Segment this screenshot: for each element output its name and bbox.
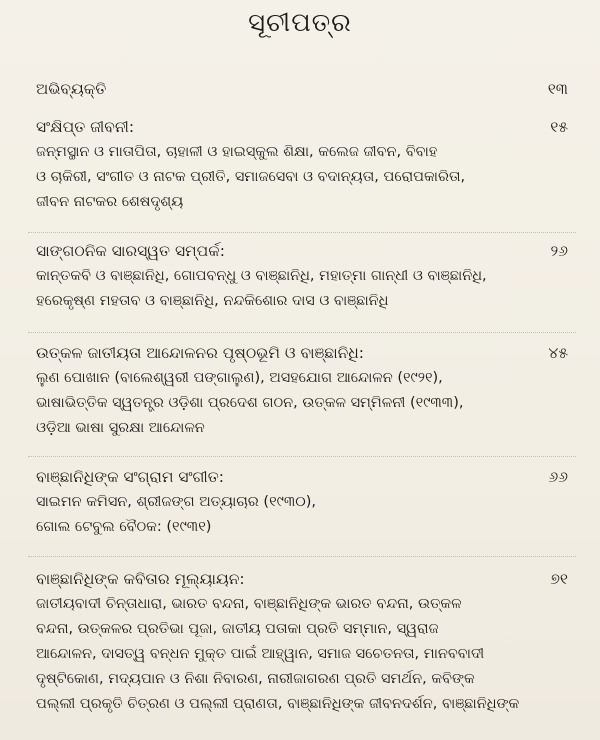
toc-entry-heading: ବାଞ୍ଛାନିଧିଙ୍କ ସଂଗ୍ରାମ ସଂଗୀତ:: [36, 468, 225, 486]
toc-subtopic-line: ଗୋଲ ଟେବୁଲ ବୈଠକ: (୧୯୩୧): [36, 519, 212, 535]
toc-subtopic-line: କାନ୍ତକବି ଓ ବାଞ୍ଛାନିଧି, ଗୋପବନ୍ଧୁ ଓ ବାଞ୍ଛାନିଧି, ମହାତ୍ମା ଗାନ୍ଧୀ ଓ ବାଞ୍ଛାନିଧି,: [36, 268, 487, 284]
toc-entry-heading-row: [36, 114, 568, 140]
toc-entry-heading: ବାଞ୍ଛାନିଧିଙ୍କ କବିତାର ମୂଲ୍ୟାୟନ:: [36, 570, 245, 588]
section-divider: [28, 232, 576, 233]
toc-subtopic-line: ଓ ଚାକିରୀ, ସଂଗୀତ ଓ ନାଟକ ପ୍ରୀତି, ସମାଜସେବା ଓ ବଦାନ୍ୟତା, ପରୋପକାରିତା,: [36, 169, 466, 185]
toc-entry-nationalism-movement: [36, 340, 568, 441]
toc-subtopic-line: ଜାତୀୟବାଦୀ ଚିନ୍ତାଧାରା, ଭାରତ ବନ୍ଦନା, ବାଞ୍ଛାନିଧିଙ୍କ ଭାରତ ବନ୍ଦନା, ଉତ୍କଳ: [36, 596, 462, 612]
toc-entry-heading: ସଂକ୍ଷିପ୍ତ ଜୀବନୀ:: [36, 118, 135, 136]
toc-entry-heading-row: [36, 76, 568, 102]
section-divider: [28, 556, 576, 557]
toc-entry-foreword: [36, 76, 568, 102]
section-divider: [28, 456, 576, 457]
toc-entry-heading-row: [36, 238, 568, 264]
toc-subtopic-line: ବନ୍ଦନା, ଉତ୍କଳର ପ୍ରତିଭା ପୂଜା, ଜାତୀୟ ପତାକା ପ୍ରତି ସମ୍ମାନ, ସ୍ୱରାଜ: [36, 621, 439, 637]
toc-entry-heading: ଉତ୍କଳ ଜାତୀୟତା ଆନ୍ଦୋଳନର ପୃଷ୍ଠଭୂମି ଓ ବାଞ୍ଛାନିଧି:: [36, 344, 365, 362]
toc-entry-subtopics: [36, 490, 568, 540]
toc-subtopic-line: ଲୁଣ ପୋଖାନ (ବାଲେଶ୍ୱରୀ ପଙ୍ଗାଲୁଣ), ଅସହଯୋଗ ଆନ୍ଦୋଳନ (୧୯୨୧),: [36, 370, 443, 386]
toc-subtopic-line: ପଲ୍ଲୀ ପ୍ରକୃତି ଚିତ୍ରଣ ଓ ପଲ୍ଲୀ ପ୍ରାଣତା, ବାଞ୍ଛାନିଧିଙ୍କ ଜୀବନଦର୍ଶନ, ବାଞ୍ଛାନିଧିଙ୍କ: [36, 696, 520, 712]
toc-entry-page-number: ୭୧: [550, 570, 568, 588]
toc-subtopic-line: ଦୃଷ୍ଟିକୋଣ, ମଦ୍ୟପାନ ଓ ନିଶା ନିବାରଣ, ନାରୀଜାଗରଣ ପ୍ରତି ସମର୍ଥନ, କବିଙ୍କ: [36, 671, 475, 687]
toc-subtopic-line: ଓଡ଼ିଆ ଭାଷା ସୁରକ୍ଷା ଆନ୍ଦୋଳନ: [36, 420, 205, 436]
toc-subtopic-line: ଆନ୍ଦୋଳନ, ଦାସତ୍ୱ ବନ୍ଧନ ମୁକ୍ତ ପାଇଁ ଆହ୍ୱାନ, ସମାଜ ସଚେତନତା, ମାନବବାଦୀ: [36, 646, 485, 662]
toc-entry-heading: ସାଙ୍ଗଠନିକ ସାରସ୍ୱତ ସମ୍ପର୍କ:: [36, 242, 225, 260]
toc-subtopic-line: ସାଇମନ କମିସନ, ଶ୍ରୀଜଙ୍ଗ ଅତ୍ୟାଚାର (୧୯୩୦),: [36, 494, 316, 510]
toc-entry-heading-row: [36, 340, 568, 366]
toc-entry-struggle-songs: [36, 464, 568, 540]
toc-entry-heading-row: [36, 464, 568, 490]
toc-entry-heading-row: [36, 566, 568, 592]
toc-entry-page-number: ୬୬: [548, 468, 568, 486]
toc-entry-heading: ଅଭିବ୍ୟକ୍ତି: [36, 80, 107, 98]
page-title: ସୂଚୀପତ୍ର: [248, 8, 352, 38]
toc-entry-subtopics: [36, 366, 568, 441]
toc-entry-page-number: ୧୩: [547, 80, 568, 98]
toc-entry-biography: [36, 114, 568, 215]
toc-entry-page-number: ୧୫: [550, 118, 568, 136]
toc-subtopic-line: ଭାଷାଭିତ୍ତିକ ସ୍ୱତନ୍ତ୍ର ଓଡ଼ିଶା ପ୍ରଦେଶ ଗଠନ, ଉତ୍କଳ ସମ୍ମିଳନୀ (୧୯୩୩),: [36, 395, 464, 411]
toc-subtopic-line: ଜୀବନ ନାଟକର ଶେଷଦୃଶ୍ୟ: [36, 194, 184, 210]
toc-entry-subtopics: [36, 592, 568, 717]
toc-subtopic-line: ଜନ୍ମସ୍ଥାନ ଓ ମାତାପିତା, ଚାହାଳୀ ଓ ହାଇସ୍କୁଲ ଶିକ୍ଷା, କଲେଜ ଜୀବନ, ବିବାହ: [36, 144, 438, 160]
toc-entry-page-number: ୨୬: [550, 242, 568, 260]
section-divider: [28, 332, 576, 333]
toc-entry-page-number: ୪୫: [548, 344, 568, 362]
toc-subtopic-line: ହରେକୃଷ୍ଣ ମହତାବ ଓ ବାଞ୍ଛାନିଧି, ନନ୍ଦକିଶୋର ଦାସ ଓ ବାଞ୍ଛାନିଧି: [36, 293, 389, 309]
toc-entry-subtopics: [36, 264, 568, 314]
toc-entry-organisational-relations: [36, 238, 568, 314]
toc-entry-poetry-evaluation: [36, 566, 568, 717]
toc-entry-subtopics: [36, 140, 568, 215]
